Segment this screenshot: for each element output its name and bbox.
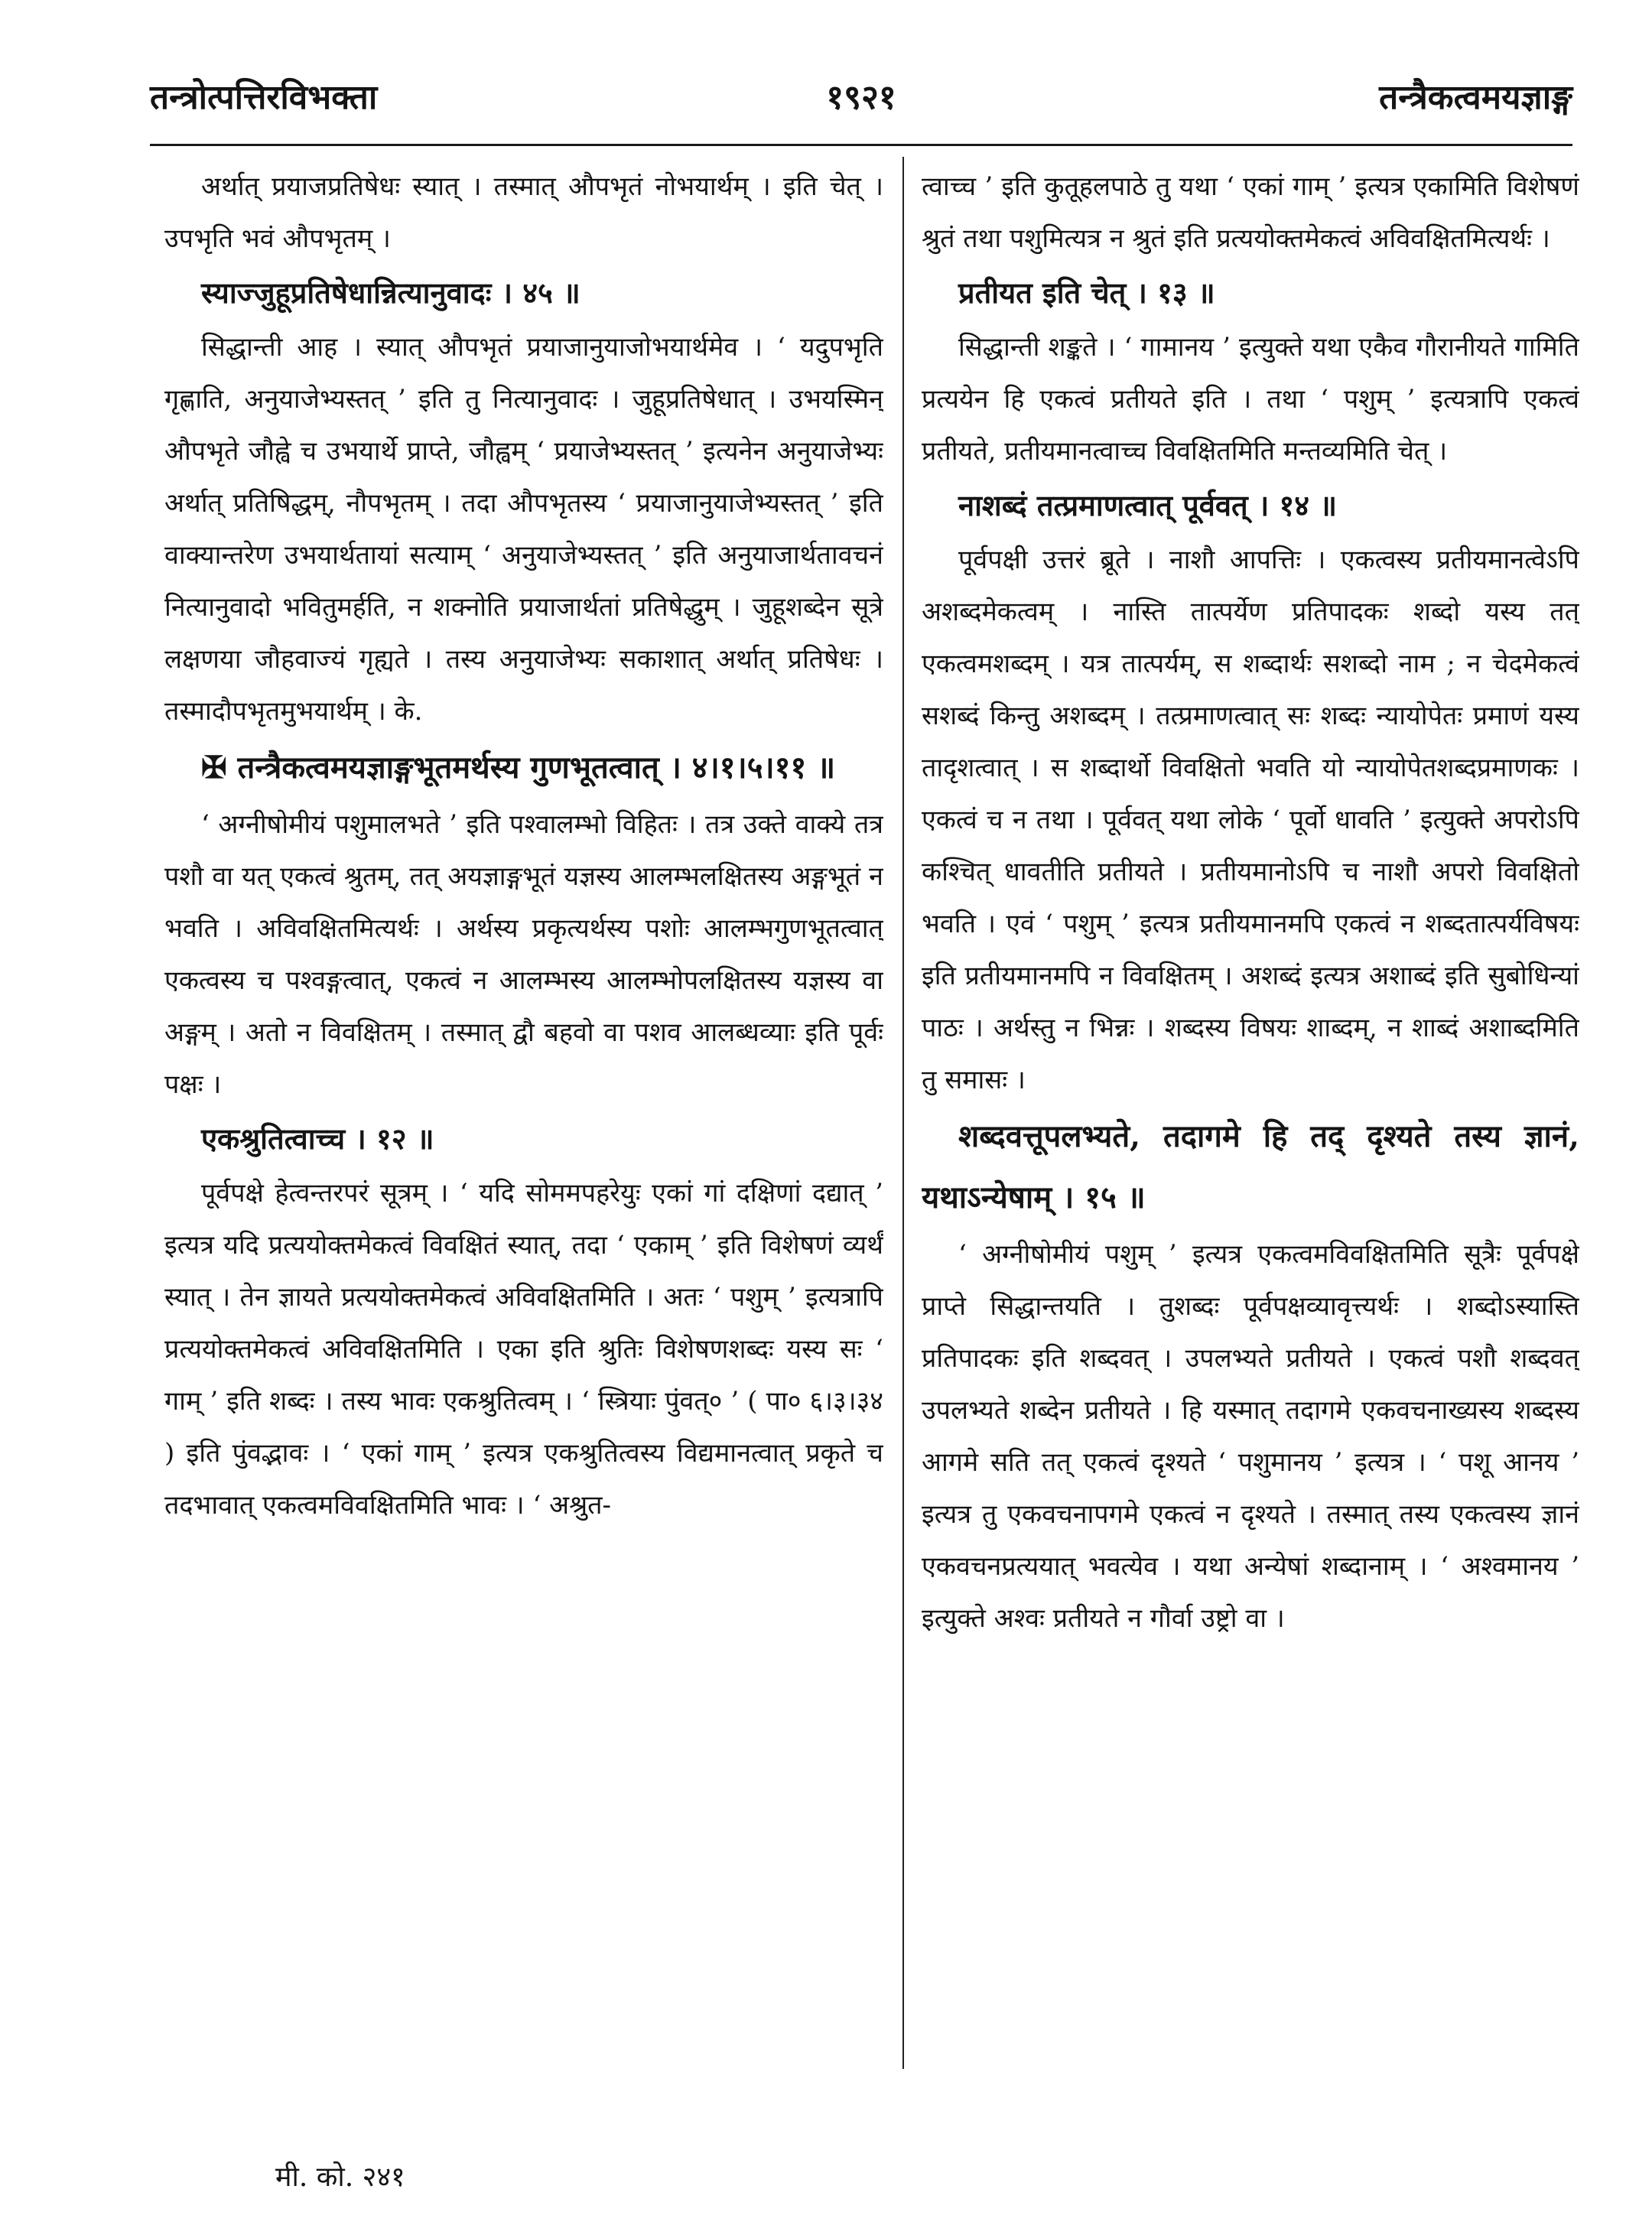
paragraph-continued: त्वाच्च ’ इति कुतूहलपाठे तु यथा ‘ एकां गाम् ’ इत्यत्र एकामिति विशेषणं श्रुतं तथा पशुमित्यत्र न श्रुतं इति प्रत्ययोक्तमेकत्वं अविवक्षितमित्यर्थः । — [922, 171, 1579, 254]
sutra-heading: शब्दवत्तूपलभ्यते, तदागमे हि तद् दृश्यते तस्य ज्ञानं, यथाऽन्येषाम् । १५ ॥ — [922, 1118, 1579, 1215]
sutra-heading: नाशब्दं तत्प्रमाणत्वात् पूर्ववत् । १४ ॥ — [958, 488, 1337, 522]
paragraph: सिद्धान्ती आह । स्यात् औपभृतं प्रयाजानुयाजोभयार्थमेव । ‘ यदुपभृति गृह्णाति, अनुयाजेभ्यस्तत् ’ इति तु नित्यानुवादः । जुहूप्रतिषेधात् । उभयस्मिन् औपभृते जौह्वे च उभयार्थे प्राप्ते, जौह्वम् ‘ प्रयाजेभ्यस्तत् ’ इत्यनेन अनुयाजेभ्यः अर्थात् प्रतिषिद्धम्, नौपभृतम् । तदा औपभृतस्य ‘ प्रयाजानुयाजेभ्यस्तत् ’ इति वाक्यान्तरेण उभयार्थतायां सत्याम् ‘ अनुयाजेभ्यस्तत् ’ इति अनुयाजार्थतावचनं नित्यानुवादो भवितुमर्हति, न शक्नोति प्रयाजार्थतां प्रतिषेद्धुम् । जुहूशब्देन सूत्रे लक्षणया जौहवाज्यं गृह्यते । तस्य अनुयाजेभ्यः सकाशात् अर्थात् प्रतिषेधः । तस्मादौपभृतमुभयार्थम् । के. — [164, 332, 883, 727]
signature-mark: मी. को. २४१ — [275, 2162, 405, 2193]
header-left-title: तन्त्रोत्पत्तिरविभक्ता — [150, 78, 378, 117]
sutra-heading: एकश्रुतित्वाच्च । १२ ॥ — [201, 1121, 434, 1156]
running-header — [150, 73, 1572, 126]
header-right-title: तन्त्रैकत्वमयज्ञाङ्ग — [1379, 78, 1572, 117]
right-column — [922, 161, 1579, 2119]
paragraph: ‘ अग्नीषोमीयं पशुमालभते ’ इति पश्वालम्भो विहितः । तत्र उक्ते वाक्ये तत्र पशौ वा यत् एकत्वं श्रुतम्, तत् अयज्ञाङ्गभूतं यज्ञस्य आलम्भलक्षितस्य अङ्गभूतं न भवति । अविवक्षितमित्यर्थः । अर्थस्य प्रकृत्यर्थस्य पशोः आलम्भगुणभूतत्वात् एकत्वस्य च पश्वङ्गत्वात्, एकत्वं न आलम्भस्य आलम्भोपलक्षितस्य यज्ञस्य वा अङ्गम् । अतो न विवक्षितम् । तस्मात् द्वौ बहवो वा पशव आलब्धव्याः इति पूर्वः पक्षः । — [164, 809, 883, 1100]
left-column — [164, 161, 883, 2119]
sutra-heading: स्याज्जुहूप्रतिषेधान्नित्यानुवादः । ४५ ॥ — [201, 275, 580, 310]
paragraph: पूर्वपक्षी उत्तरं ब्रूते । नाशौ आपत्तिः । एकत्वस्य प्रतीयमानत्वेऽपि अशब्दमेकत्वम् । नास्ति तात्पर्येण प्रतिपादकः शब्दो यस्य तत् एकत्वमशब्दम् । यत्र तात्पर्यम्, स शब्दार्थः सशब्दो नाम ; न चेदमेकत्वं सशब्दं किन्तु अशब्दम् । तत्प्रमाणत्वात् सः शब्दः न्यायोपेतः प्रमाणं यस्य तादृशत्वात् । स शब्दार्थो विवक्षितो भवति यो न्यायोपेतशब्दप्रमाणकः । एकत्वं च न तथा । पूर्ववत् यथा लोके ‘ पूर्वो धावति ’ इत्युक्ते अपरोऽपि कश्चित् धावतीति प्रतीयते । प्रतीयमानोऽपि च नाशौ अपरो विवक्षितो भवति । एवं ‘ पशुम् ’ इत्यत्र प्रतीयमानमपि एकत्वं न शब्दतात्पर्यविषयः इति प्रतीयमानमपि न विवक्षितम् । अशब्दं इत्यत्र अशाब्दं इति सुबोधिन्यां पाठः । अर्थस्तु न भिन्नः । शब्दस्य विषयः शाब्दम्, न शाब्दं अशाब्दमिति तु समासः । — [922, 545, 1579, 1095]
column-divider — [902, 157, 904, 2069]
paragraph: ‘ अग्नीषोमीयं पशुम् ’ इत्यत्र एकत्वमविवक्षितमिति सूत्रैः पूर्वपक्षे प्राप्ते सिद्धान्तयति । तुशब्दः पूर्वपक्षव्यावृत्त्यर्थः । शब्दोऽस्यास्ति प्रतिपादकः इति शब्दवत् । उपलभ्यते प्रतीयते । एकत्वं पशौ शब्दवत् उपलभ्यते शब्देन प्रतीयते । हि यस्मात् तदागमे एकवचनाख्यस्य शब्दस्य आगमे सति तत् एकत्वं दृश्यते ‘ पशुमानय ’ इत्यत्र । ‘ पशू आनय ’ इत्यत्र तु एकवचनापगमे एकत्वं न दृश्यते । तस्मात् तस्य एकत्वस्य ज्ञानं एकवचनप्रत्ययात् भवत्येव । यथा अन्येषां शब्दानाम् । ‘ अश्वमानय ’ इत्युक्ते अश्वः प्रतीयते न गौर्वा उष्ट्रो वा । — [922, 1239, 1579, 1634]
paragraph: अर्थात् प्रयाजप्रतिषेधः स्यात् । तस्मात् औपभृतं नोभयार्थम् । इति चेत् । उपभृति भवं औपभृतम् । — [164, 171, 883, 254]
sutra-heading: प्रतीयत इति चेत् । १३ ॥ — [958, 275, 1215, 310]
page-number: १९२१ — [826, 78, 896, 117]
adhikarana-heading: ✠ तन्त्रैकत्वमयज्ञाङ्गभूतमर्थस्य गुणभूतत्वात् । ४।१।५।११ ॥ — [201, 750, 836, 786]
paragraph: सिद्धान्ती शङ्कते । ‘ गामानय ’ इत्युक्ते यथा एकैव गौरानीयते गामिति प्रत्ययेन हि एकत्वं प्रतीयते इति । तथा ‘ पशुम् ’ इत्यत्रापि एकत्वं प्रतीयते, प्रतीयमानत्वाच्च विवक्षितमिति मन्तव्यमिति चेत् । — [922, 332, 1579, 467]
header-rule — [150, 144, 1572, 146]
paragraph: पूर्वपक्षे हेत्वन्तरपरं सूत्रम् । ‘ यदि सोममपहरेयुः एकां गां दक्षिणां दद्यात् ’ इत्यत्र यदि प्रत्ययोक्तमेकत्वं विवक्षितं स्यात्, तदा ‘ एकाम् ’ इति विशेषणं व्यर्थं स्यात् । तेन ज्ञायते प्रत्ययोक्तमेकत्वं अविवक्षितमिति । अतः ‘ पशुम् ’ इत्यत्रापि प्रत्ययोक्तमेकत्वं अविवक्षितमिति । एका इति श्रुतिः विशेषणशब्दः यस्य सः ‘ गाम् ’ इति शब्दः । तस्य भावः एकश्रुतित्वम् । ‘ स्त्रियाः पुंवत्० ’ ( पा० ६।३।३४ ) इति पुंवद्भावः । ‘ एकां गाम् ’ इत्यत्र एकश्रुतित्वस्य विद्यमानत्वात् प्रकृते च तदभावात् एकत्वमविवक्षितमिति भावः । ‘ अश्रुत- — [164, 1178, 883, 1521]
